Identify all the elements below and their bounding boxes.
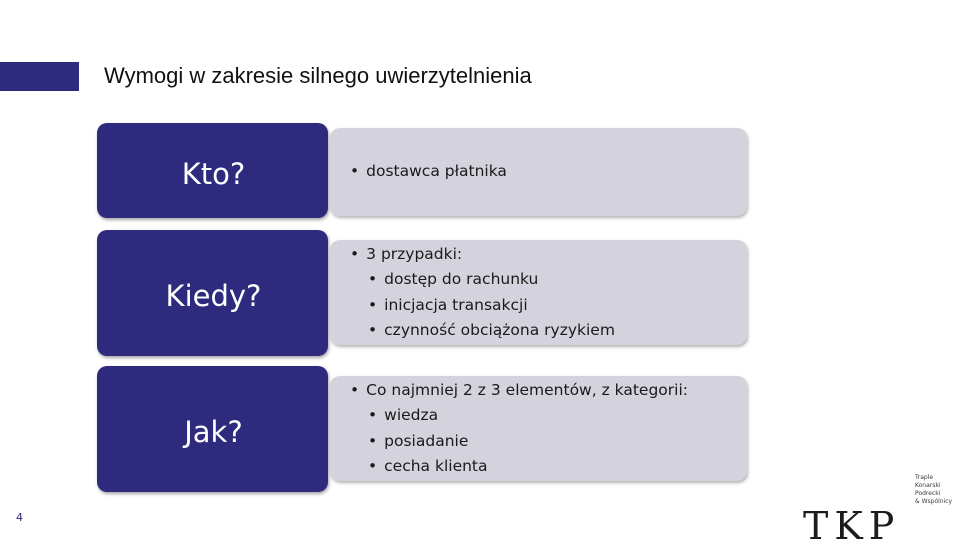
logo-name-line: Traple [915, 474, 934, 481]
bullet-line [350, 159, 747, 185]
label-box-kto [97, 123, 328, 218]
bullet-line [350, 378, 747, 404]
sub-bullet-line [350, 429, 747, 455]
logo-mark: TKP [803, 504, 901, 548]
sub-bullet-line [350, 293, 747, 319]
sub-bullet-line [350, 403, 747, 429]
sub-bullet-line [350, 318, 747, 344]
bullet-glyph: • [368, 457, 378, 475]
logo-name-line: Podrecki [915, 490, 941, 497]
bullet-text: 3 przypadki: [366, 244, 463, 263]
bullet-text: cecha klienta [384, 457, 488, 475]
label-box-kiedy [97, 230, 328, 356]
bullet-text: wiedza [384, 406, 439, 424]
label-box-jak [97, 366, 328, 492]
bullet-text: inicjacja transakcji [384, 295, 528, 314]
bullet-glyph: • [350, 380, 360, 399]
content-box-kiedy [330, 240, 747, 345]
content-box-jak [330, 376, 747, 481]
label-kto: Kto? [181, 156, 246, 191]
label-jak: Jak? [184, 415, 243, 449]
bullet-glyph: • [368, 295, 378, 314]
sub-bullet-line [350, 454, 747, 480]
bullet-text: czynność obciążona ryzykiem [384, 321, 615, 339]
bullet-glyph: • [368, 406, 378, 424]
title-accent-bar [0, 62, 79, 91]
bullet-text: Co najmniej 2 z 3 elementów, z kategorii: [366, 380, 688, 399]
bullet-glyph: • [368, 321, 378, 339]
bullet-text: posiadanie [384, 431, 469, 450]
slide-title: Wymogi w zakresie silnego uwierzytelnienia [104, 63, 532, 88]
bullet-glyph: • [350, 244, 360, 263]
bullet-line [350, 242, 747, 268]
bullet-glyph: • [350, 162, 360, 181]
bullet-text: dostawca płatnika [366, 162, 507, 181]
tkp-logo [803, 474, 960, 548]
sub-bullet-line [350, 267, 747, 293]
logo-name-line: Konarski [915, 482, 941, 489]
bullet-glyph: • [368, 270, 378, 288]
page-number: 4 [16, 511, 23, 524]
bullet-text: dostęp do rachunku [384, 270, 539, 288]
logo-firm-names [915, 474, 952, 506]
label-kiedy: Kiedy? [165, 279, 262, 313]
content-box-kto [330, 128, 747, 216]
logo-name-line: & Wspólnicy [915, 498, 953, 505]
bullet-glyph: • [368, 431, 378, 450]
